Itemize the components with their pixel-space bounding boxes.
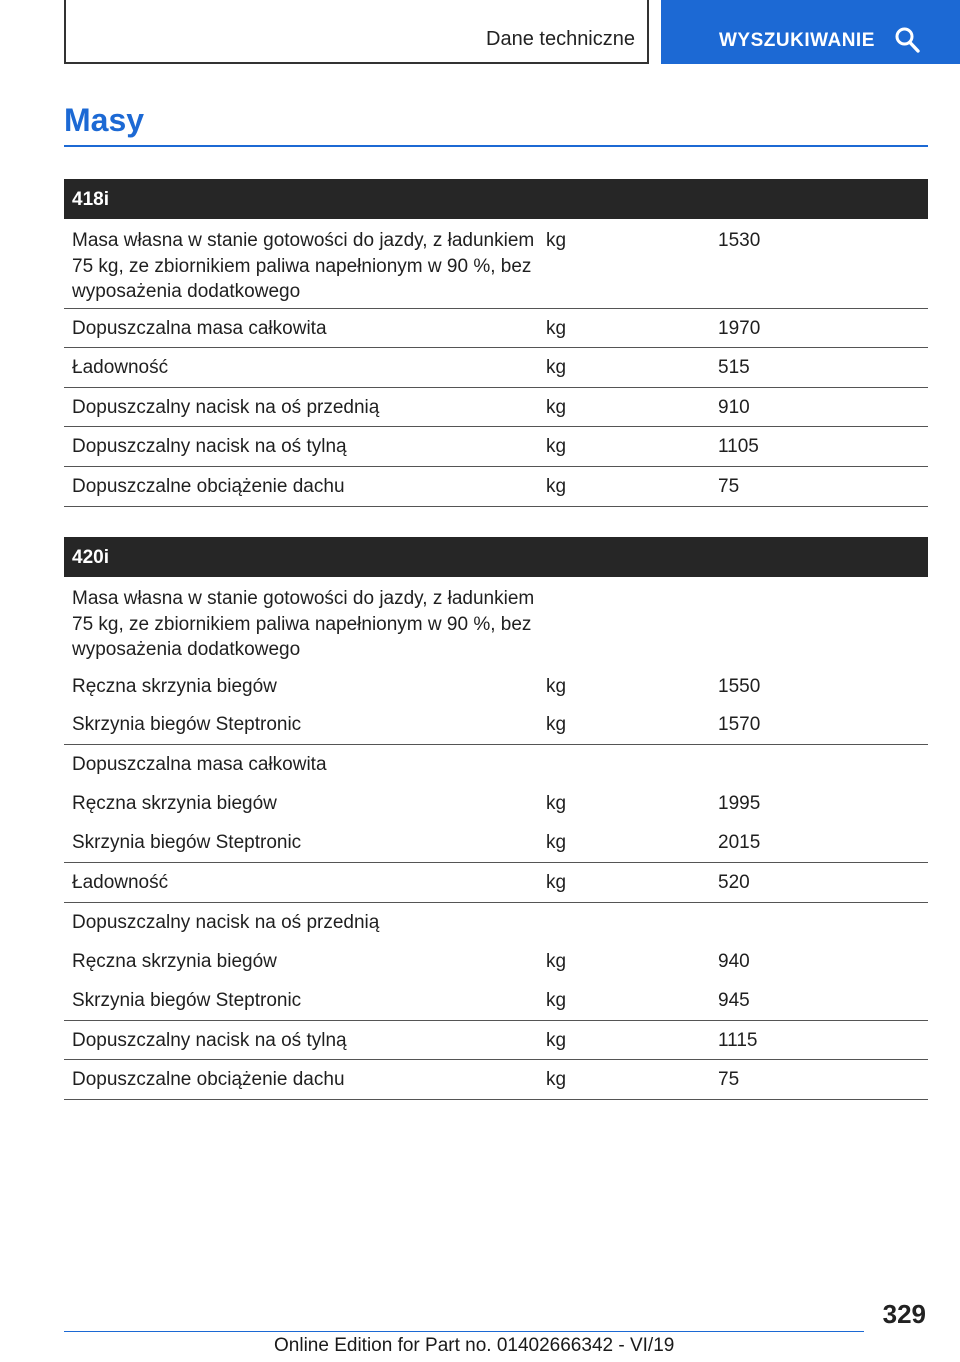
page-title: Masy [64,102,145,138]
row-label: Dopuszczalne obciążenie dachu [72,476,345,497]
row-value: 1115 [718,1030,758,1051]
page-number: 329 [882,1299,926,1329]
row-label: Masa własna w stanie gotowości do jazdy, z ładunkiem 75 kg, ze zbiornikiem paliwa napełnionym w 90 %, bez wyposażenia dodatkowego [72,230,535,302]
table-row [64,903,928,942]
row-unit: kg [546,990,567,1011]
row-label: Masa własna w stanie gotowości do jazdy, z ładunkiem 75 kg, ze zbiornikiem paliwa napełnionym w 90 %, bez wyposażenia dodatkowego [72,588,535,660]
row-unit: kg [546,230,567,251]
table-header-model: 418i [64,179,928,219]
title-divider [64,145,928,147]
row-label: Dopuszczalny nacisk na oś tylną [72,1030,347,1051]
row-label: Ładowność [72,872,169,893]
table-header-model: 420i [64,537,928,577]
row-value: 910 [718,397,750,418]
row-value: 940 [718,951,750,972]
row-label: Ręczna skrzynia biegów [72,793,277,814]
row-label: Dopuszczalne obciążenie dachu [72,1069,345,1090]
table-row [64,784,928,823]
section-title: Dane techniczne [486,28,635,50]
row-unit: kg [546,832,567,853]
row-label: Skrzynia biegów Steptronic [72,990,302,1011]
table-row [64,705,928,745]
row-label: Ręczna skrzynia biegów [72,951,277,972]
row-value: 75 [718,1069,740,1090]
row-value: 1570 [718,714,761,735]
table-row [64,309,928,348]
table-row [64,219,928,309]
footer-divider [64,1331,864,1332]
row-unit: kg [546,476,567,497]
row-label: Dopuszczalny nacisk na oś przednią [72,397,380,418]
search-icon [894,26,920,54]
row-unit: kg [546,1069,567,1090]
table-row [64,667,928,705]
row-label: Dopuszczalna masa całkowita [72,318,327,339]
table-row [64,348,928,388]
row-value: 1970 [718,318,761,339]
table-row [64,745,928,784]
row-unit: kg [546,793,567,814]
row-value: 75 [718,476,740,497]
row-label: Ładowność [72,357,169,378]
table-row [64,863,928,903]
row-unit: kg [546,397,567,418]
table-row [64,388,928,427]
row-value: 1530 [718,230,761,251]
table-row [64,427,928,467]
row-unit: kg [546,1030,567,1051]
row-label: Dopuszczalny nacisk na oś tylną [72,436,347,457]
row-unit: kg [546,318,567,339]
row-label: Ręczna skrzynia biegów [72,676,277,697]
table-row [64,981,928,1021]
mass-table-420i [64,537,928,1100]
row-label: Dopuszczalny nacisk na oś przednią [72,912,380,933]
table-row [64,823,928,863]
row-unit: kg [546,951,567,972]
table-row [64,577,928,667]
row-value: 945 [718,990,750,1011]
row-unit: kg [546,676,567,697]
row-unit: kg [546,357,567,378]
row-label: Skrzynia biegów Steptronic [72,714,302,735]
search-button[interactable] [661,0,960,64]
mass-table-418i [64,179,928,507]
row-value: 1105 [718,436,759,457]
table-row [64,1060,928,1100]
header-section-box [64,0,649,64]
row-value: 520 [718,872,750,893]
row-value: 515 [718,357,750,378]
row-unit: kg [546,872,567,893]
search-button-label: WYSZUKIWANIE [719,30,875,51]
row-label: Dopuszczalna masa całkowita [72,754,327,775]
row-value: 1995 [718,793,761,814]
footer-edition-text: Online Edition for Part no. 01402666342 - VI/19 [274,1335,675,1356]
table-row [64,942,928,981]
row-label: Skrzynia biegów Steptronic [72,832,302,853]
table-row [64,467,928,507]
row-unit: kg [546,714,567,735]
table-row [64,1021,928,1060]
row-value: 2015 [718,832,761,853]
row-unit: kg [546,436,567,457]
row-value: 1550 [718,676,761,697]
